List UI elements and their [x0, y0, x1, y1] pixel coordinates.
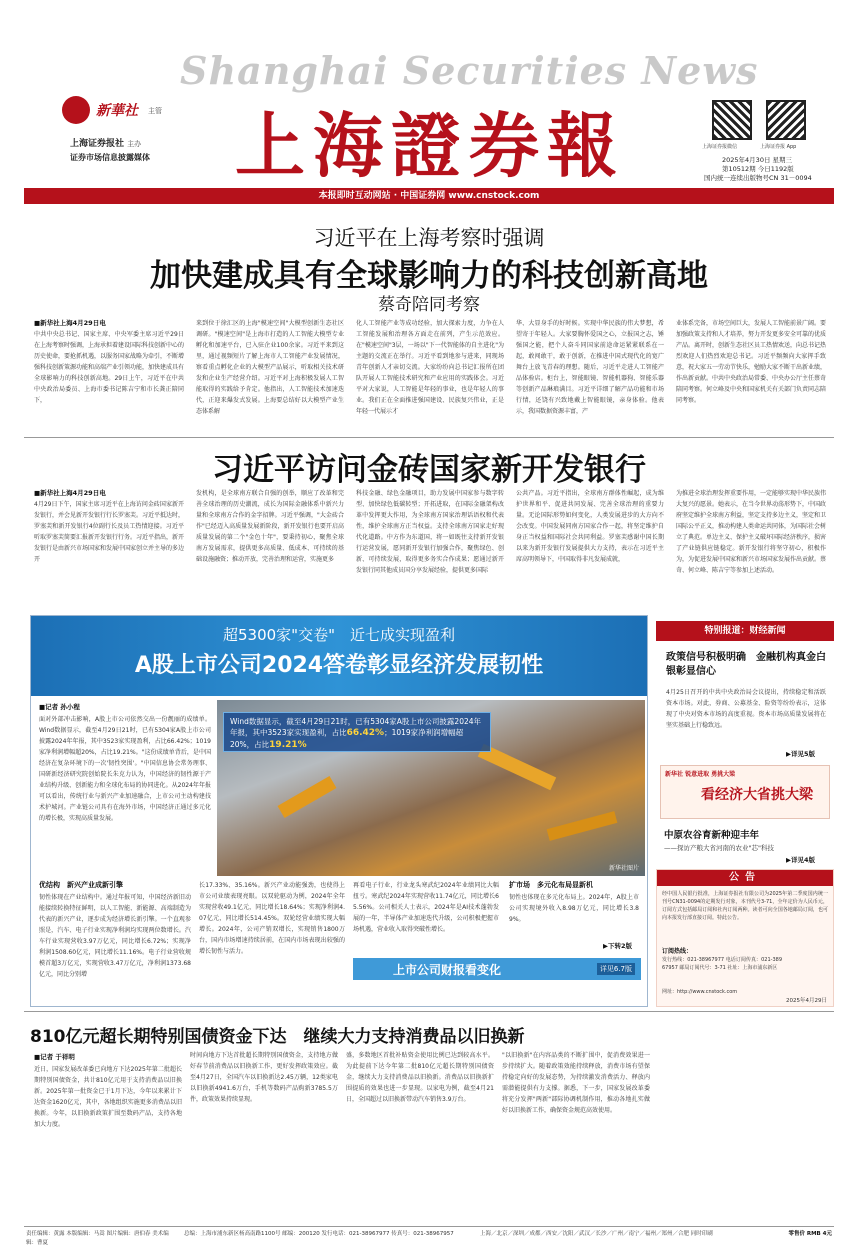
- sidebar-ad-story-sub: ——探访产粮大省河南的农业"芯"科技: [664, 844, 774, 852]
- headline3-main: 810亿元超长期特别国债资金下达 继续大力支持消费品以旧换新: [30, 1027, 525, 1047]
- feature-bottom-col3-title: 扩市场 多元化布局显新机: [509, 881, 593, 889]
- footer-right: 上海／北京／深圳／成都／西安／沈阳／武汉／长沙／广州／南宁／福州／郑州／合肥 同时印刷: [480, 1231, 713, 1237]
- headline1-col1: 中共中央总书记、国家主席、中央军委主席习近平29日在上海考察时强调，上海承担着建设国际科技创新中心的历史使命，要抢抓机遇，以服务国家战略为牵引，不断增强科技创新策源功能和高端产业引领功能，加快建成具有全球影响力的科技创新高地。29日上午，习近平在中共中央政治局委员、上海市委书记陈吉宁和市长龚正陪同下，: [34, 331, 184, 404]
- feature-main: A股上市公司2024答卷彰显经济发展韧性: [134, 653, 544, 678]
- publisher-name: 上海证券报社: [70, 139, 125, 149]
- masthead: [0, 0, 858, 210]
- publisher: [70, 136, 141, 149]
- url-bar: [24, 188, 834, 204]
- notice-contact-body: 发行热线：021-38967977 电话订阅传真：021-38967957 邮局订阅代号：3-71 社址：上海市浦东新区: [662, 957, 782, 971]
- qr-code-app: [766, 100, 806, 140]
- notice-box: [656, 869, 834, 1007]
- robot-arm-1: [278, 776, 337, 818]
- headline2-col3: 科技金融、绿色金融项目，助力发展中国家参与数字转型、加快绿色低碳转型；开拓进取，在国际金融架构改革中发挥更大作用，为全球南方国家治理话语权和代表性，维护全球南方正当权益。支持全球南方国家走好现代化道路。中方作为东道国，将一如既往支持新开发银行运营发展，愿同新开发银行加强合作，聚焦绿色、创新、可持续发展，取得更多务实合作成果；愿通过新开发银行同其他成员国分享发展经验，提供更多国际: [356, 490, 504, 574]
- feature-banner-title: 上市公司财报看变化: [393, 963, 502, 977]
- xinhua-role: 主管: [148, 107, 162, 115]
- xinhua-ad-top: 新华社 锐意进取 勇挑大梁: [665, 771, 736, 778]
- overlay-pct-1: 66.42%: [346, 728, 385, 738]
- xinhua-ad-title: 看经济大省挑大梁: [701, 787, 813, 803]
- feature-left-col2: 韧性体现在产业结构中。通过年报可知，中国经济新旧动能接续转换特征鲜明，以人工智能、新能源、高端制造为代表的新兴产业，逐步成为经济增长新引擎。一个直观参照是，汽车、电子行业实现净利润均实现两位数增长。汽车行业实现营收3.97万亿元，同比增长6.72%；实现净利润1508.60亿元，同比增长11.16%。电子行业营收规模首超3万亿元，实现营收3.47万亿元，净利润1373.68亿元，同比分别增: [39, 894, 191, 978]
- notice-title: 公告: [729, 872, 761, 883]
- feature-reporter: ■记者 孙小程: [39, 703, 80, 711]
- headline1-col4: 华、大显身手的好时候。实现中华民族的伟大梦想，希望寄于年轻人。大家要胸怀爱国之心，立报国之志，锤强国之能，把个人奋斗同国家前途命运紧紧联系在一起，敢闯敢干，敢于创新，在推进中国式现代化的宽广舞台上放飞青春的理想。随后，习近平走进人工智能产品体验店。柜台上，智能眼镜、智能机器狗、智能乐器等创新产品琳琅满目。习近平详细了解产品功能和市场行情，还饶有兴致地戴上智能眼镜，亲身体验。他表示，我国数据资源丰富，产: [516, 320, 664, 415]
- headline1-col2: 来到位于徐汇区的上海"模速空间"大模型创新生态社区调研。"模速空间"是上海市打造的人工智能大模型专业孵化和加速平台，已入驻企业100余家。习近平来到这里，通过视频短片了解上海市人工智能产业发展情况，察看重点孵化企业的大模型产品展示，听取相关技术研发和企业生产经营介绍。习近平对上海积极发展人工智能取得的实践给予肯定。他指出，人工智能技术加速迭代，正迎来爆发式发展。上海要总结好以大模型产业生态体系解: [196, 320, 344, 415]
- feature-bottom-col2: 再看电子行业，行业龙头寒武纪2024年业绩同比大幅扭亏。寒武纪2024年实现营收11.74亿元，同比增长65.56%。公司相关人士表示，2024年是AI技术蓬勃发展的一年，半导体产业加速迭代升级，公司积极把握市场机遇，营业收入取得突破性增长。: [353, 882, 499, 933]
- headline1-sub: 蔡奇陪同考察: [378, 295, 480, 315]
- photo-credit: 新华社图片: [608, 865, 639, 872]
- notice-web: 网址：http://www.cnstock.com: [662, 989, 738, 995]
- footer-mid: 总编：上海市浦东新区杨高南路1100号 邮编：200120 发行电话：021-38967977 传真号：021-38967957: [184, 1231, 454, 1237]
- feature-bottom-col1: 长17.33%、35.16%。新兴产业动能强劲，也使得上市公司业绩表现亮眼。以双轮驱动为例，2024年全年实现营收49.1亿元，同比增长18.64%；实现净利润4.07亿元，同比增长514.45%。双轮经营业绩实现大幅增长。2024年，公司产销双增长，实现销售1800万台，国内市场增速持续居前，在国内市场表现出较强的增长韧性与活力。: [199, 882, 345, 955]
- url-bar-text: 本报即时互动网站 · 中国证券网 www.cnstock.com: [318, 191, 540, 201]
- sidebar-headline: 政策信号积极明确 金融机构真金白银彰显信心: [666, 652, 826, 677]
- sidebar: [656, 615, 834, 1007]
- headline2-col4: 公共产品。习近平指出，全球南方群体性崛起，成为维护世界和平、促进共同发展、完善全球治理的重要力量。无论国际形势如何变化，人类发展进步的大方向不会改变。中国发展同南方国家合作一起，将坚定维护自身正当权益和国际社会共同利益。罗塞芙感谢中国长期以来为新开发银行发展提供大力支持，表示在习近平主席高明领导下，中国取得非凡发展成就，: [516, 490, 664, 563]
- cn-line: 国内统一连续出版物号CN 31－0094: [704, 174, 812, 182]
- headline2-section: [24, 440, 834, 612]
- xinhua-ad[interactable]: [660, 765, 830, 819]
- headline2-col1: 4月29日下午，国家主席习近平在上海访问金砖国家新开发银行，并会见新开发银行行长罗塞芙。习近平抵达时，罗塞芙和新开发银行4位副行长及员工热情迎接。习近平听取罗塞芙简要汇报新开发银行行务。习近平指出，新开发银行是由新兴市场国家和发展中国家创立并主导的多边开: [34, 501, 184, 563]
- headline3-reporter: ■记者 于祥明: [34, 1053, 75, 1061]
- english-title: Shanghai Securities News: [180, 48, 759, 93]
- sidebar-body: 4月25日召开的中共中央政治局会议提出，持续稳定和活跃资本市场。对此，券商、公募基金、险资等纷纷表示，这体现了中央对资本市场的高度重视。资本市场高质量发展将在坚实基础上行稳致远。: [666, 689, 826, 729]
- feature-kicker: 超5300家"交卷" 近七成实现盈利: [223, 626, 455, 644]
- overlay-pct-2: 19.21%: [269, 740, 307, 750]
- sidebar-tag: [656, 621, 834, 641]
- feature-left-subhead: 优结构 新兴产业成新引擎: [39, 881, 123, 889]
- headline2-col5: 为推进全球治理发挥重要作用，一定能够实现中华民族伟大复兴的愿景。她表示，在当今世界动荡形势下，中国政府坚定维护全球南方利益，坚定支持多边主义，坚定和卫国际公平正义，推动构建人类命运共同体，为国际社会树立了典范。单边主义、保护主义破坏国际经济秩序，损害了产业链供应链稳定。新开发银行将坚守初心，积极作为，为促进发展中国家和新兴市场国家发展作出贡献。蔡奇、何立峰、陈吉宁等参加上述活动。: [676, 490, 826, 574]
- sidebar-ad-story: 中原农谷育新种迎丰年: [664, 830, 760, 841]
- headline3-col3: 盛，多数地区首批补贴资金使用比例已达到较高水平。为此提前下达今年第二批810亿元超长期特别国债资金，继续大力支持消费品以旧换新。消费品以旧换新扩围提质的效果也进一步显现。以家电为例，截至4月21日，全国超过以旧换新带动汽车销售3.9万台。: [346, 1052, 494, 1103]
- slogan: 证券市场信息披露媒体: [70, 153, 150, 162]
- headline3-section: [24, 1014, 834, 1222]
- date-line: 2025年4月30日 星期三: [722, 156, 793, 164]
- headline1-kicker: 习近平在上海考察时强调: [313, 226, 545, 250]
- feature-banner[interactable]: [353, 958, 641, 980]
- xinhua-label: 新華社: [96, 103, 138, 119]
- overlay-text-2: ；1019家净利润增幅超20%，占比: [230, 728, 464, 749]
- divider-2: [24, 1011, 834, 1012]
- qr2-label: 上海证券报 App: [760, 144, 797, 150]
- headline2-main: 习近平访问金砖国家新开发银行: [212, 452, 646, 488]
- divider-1: [24, 437, 834, 438]
- notice-contact-title: 订阅热线：: [662, 948, 693, 955]
- feature-left-col: 面对外部冲击影响，A股上市公司依然交出一份靓丽的成绩单。Wind数据显示，截至4月29日21时，已有5304家A股上市公司披露2024年年报，其中3523家实现盈利，占比66.42%；1019家净利润增幅超20%，占比19.21%。"这份成绩单背后，是中国经济在复杂环境下的一次'韧性突围'。"中国信息协会常务理事、国研新经济研究院创始院长朱克力认为，中国经济的韧性源于产业结构升级、创新能力和全球化布局的协同进化。从2024年年报可以看出，传统行业与新兴产业加速融合，上市公司主动构建技术护城河。产业链公司具有在海外市场，中国经济正通过多元化的增长极，实现高质量发展。: [39, 716, 211, 822]
- headline1-col5: 业体系完备，市场空间巨大，发展人工智能前景广阔。要加强政策支持和人才培养，努力开发更多安全可靠的优质产品。离开时，创新生态社区员工热情欢送，向总书记热烈欢迎人们热烈欢迎总书记。习近平频频向大家挥手致意，祝大家五一劳动节快乐，勉励大家不断干出新业绩，作出新贡献。中共中央政治局常委、中央办公厅主任蔡奇陪同考察。何立峰及中央和国家机关有关部门负责同志陪同考察。: [676, 320, 826, 404]
- footer-editors: 责任编辑：黄露 本版编辑：马嵩 图片编辑：唐伯春 美术编辑：曹夏: [26, 1231, 169, 1246]
- qr1-label: 上海证券报微信: [702, 144, 738, 150]
- notice-title-bar: [657, 870, 833, 886]
- footer: [24, 1226, 834, 1246]
- sidebar-jump[interactable]: ▶详见5版: [786, 750, 816, 758]
- feature-jump[interactable]: ▶下转2版: [603, 942, 633, 950]
- feature-banner-sub: 详见6.7版: [597, 963, 635, 975]
- sidebar-tag-text: 特别报道：财经新闻: [704, 626, 786, 636]
- headline3-col2: 时间向地方下达首批超长期特别国债资金，支持地方做好春节前消费品以旧换新工作，更好发挥政策效应。截至4月27日，全国汽车以旧换新达2.45万辆，12类家电以旧换新4941.6万台，手机等数码产品购新3785.5万件，政策效果持续显现。: [190, 1052, 338, 1103]
- feature-header: [31, 616, 647, 696]
- feature-bottom-col3: 韧性也体现在多元化布局上。2024年，A股上市公司实现境外收入8.98万亿元，同比增长3.89%。: [509, 894, 639, 923]
- publisher-role: 主办: [127, 140, 142, 148]
- issue-line: 第10512期 今日1192版: [722, 165, 794, 173]
- robot-arm-3: [547, 811, 618, 841]
- headline3-col1: 近日，国家发展改革委已向地方下达2025年第二批超长期特别国债资金，共计810亿元用于支持消费品以旧换新。2025年第一批资金已于1月下达，今年以来累计下达资金1620亿元，其中，各地组织实施更多消费品以旧换新。今年，以旧换新政策扩围至数码产品，支持各地加大力度。: [34, 1066, 182, 1128]
- sidebar-ad-jump[interactable]: ▶详见4版: [786, 856, 816, 864]
- notice-date: 2025年4月29日: [786, 998, 827, 1004]
- feature-section: [30, 615, 648, 1007]
- headline1-main: 加快建成具有全球影响力的科技创新高地: [150, 258, 708, 294]
- xinhua-logo: [62, 96, 90, 124]
- headline1-col3: 化人工智能产业等成功经验，加大探索力度，力争在人工智能发展和治理各方面走在前列，产生示范效应。在"模速空间"3层，一场以"下一代智能体的自主进化"为主题的交流正在举行。习近平看到地参与进来，同现场青年创新人才亲切交流。大家纷纷向总书记汇报所在团队开展人工智能技术研究和产业应用的实践体会。习近平对大家说，人工智能是年轻的事业，也是年轻人的事业。我们正在全面推进强国建设、民族复兴伟业，正是年轻一代展示才: [356, 320, 504, 415]
- chinese-title: 上海證券報: [235, 104, 625, 187]
- qr-code-wechat: [712, 100, 752, 140]
- headline3-col4: "以旧换新"在内容品类的不断扩围中，促消费效果进一步持续扩大。随着政策效能持续释放，消费市场有望保持稳定向好的发展态势，为持续激发消费活力、释放内需潜能提供有力支撑。据悉，下一步，国家发展改革委将充分发挥"两新"部际协调机制作用，推动各地扎实做好以旧换新工作，确保资金规范高效使用。: [502, 1052, 650, 1114]
- headline2-col2: 发机构，是全球南方联合自强的创举，顺应了改革和完善全球治理的历史潮流，成长为国际金融体系中新兴力量和全球南方合作的金字招牌。习近平强调，"大金砖合作"已经迈入高质量发展新阶段，新开发银行也要开启高质量发展的第二个"金色十年"，要秉持初心，聚焦全球南方发展需求，提供更多高质量、低成本、可持续的基础设施融资；推动开放，完善治理和运营，实施更多: [196, 490, 344, 563]
- headline1-dateline: ■新华社上海4月29日电: [34, 319, 106, 327]
- footer-price: 零售价 RMB 4元: [788, 1231, 832, 1237]
- notice-body: 经中国人民银行批准，上海证券报社有限公司为2025年第二季度国内统一刊号CN31-0094的定期发行对象，本刊代号3-71，全年定价为人民币元，订阅方式包括邮局订阅和社内订阅两种。读者可向全国各地邮局订阅，也可向本报发行部直接订阅。特此公告。: [662, 891, 828, 921]
- headline1-section: [24, 212, 834, 437]
- headline2-dateline: ■新华社上海4月29日电: [34, 489, 106, 497]
- overlay-text-1: Wind数据显示，截至4月29日21时，已有5304家A股上市公司披露2024年年报，其中3523家实现盈利，占比: [230, 717, 482, 737]
- data-overlay: [223, 712, 491, 752]
